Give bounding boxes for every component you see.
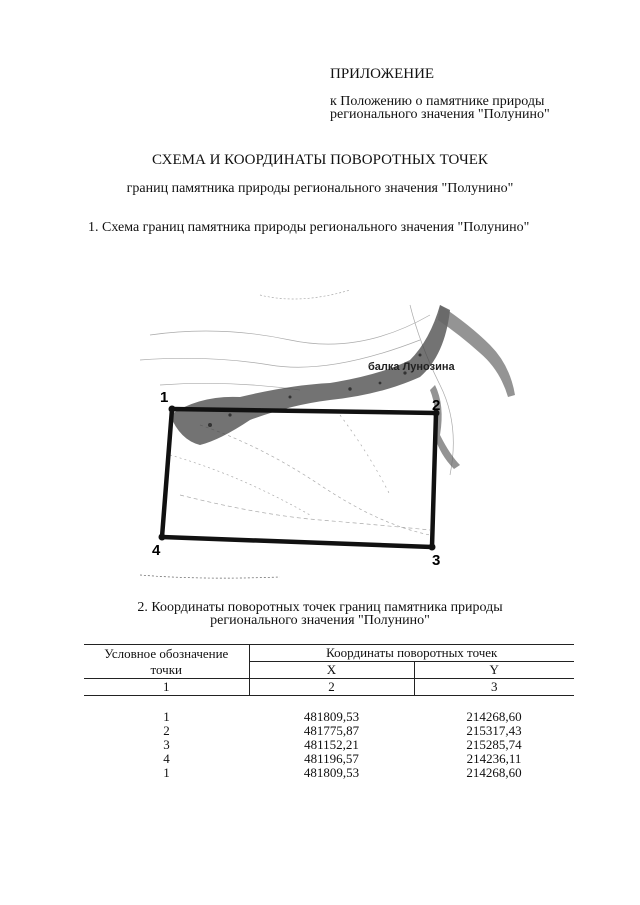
row-y: 214268,60 (466, 765, 522, 780)
column-number-2: 2 (249, 679, 414, 696)
row-x: 481196,57 (304, 751, 359, 766)
row-y: 215285,74 (466, 737, 522, 752)
row-point: 2 (163, 723, 170, 738)
point-label-2: 2 (432, 397, 441, 414)
header-point-line1: Условное обозначение (104, 645, 229, 661)
column-number-3: 3 (414, 679, 574, 696)
row-point: 1 (163, 765, 170, 780)
table-row (84, 738, 574, 752)
column-number-1: 1 (84, 679, 249, 696)
header-y: Y (414, 662, 574, 679)
table-row (84, 752, 574, 766)
boundary-map (140, 285, 530, 590)
point-label-3: 3 (432, 552, 441, 569)
coordinates-table (84, 644, 574, 780)
table-row (84, 724, 574, 738)
header-x: X (249, 662, 414, 679)
table-row (84, 710, 574, 724)
header-point-line2: точки (150, 661, 182, 677)
table-row (84, 766, 574, 780)
appendix-subtitle-line2: регионального значения "Полунино" (330, 107, 550, 122)
row-point: 1 (163, 709, 170, 724)
row-y: 214236,11 (466, 751, 522, 766)
row-y: 214268,60 (466, 709, 522, 724)
row-x: 481809,53 (303, 765, 360, 780)
row-x: 481809,53 (303, 709, 360, 724)
header-coordinates: Координаты поворотных точек (249, 645, 574, 662)
document-subtitle: границ памятника природы регионального значения "Полунино" (126, 181, 514, 196)
row-x: 481775,87 (303, 723, 360, 738)
appendix-title: ПРИЛОЖЕНИЕ (330, 66, 435, 82)
row-point: 3 (163, 737, 170, 752)
section-2-heading-line1: 2. Координаты поворотных точек границ памятника природы (137, 600, 503, 615)
section-2-heading-line2: регионального значения "Полунино" (210, 613, 430, 628)
row-y: 215317,43 (466, 723, 522, 738)
appendix-subtitle-line1: к Положению о памятнике природы (330, 94, 545, 109)
section-1-heading: 1. Схема границ памятника природы регионального значения "Полунино" (88, 220, 530, 235)
row-x: 481152,21 (304, 737, 359, 752)
ravine-label: балка Лунозина (368, 361, 455, 373)
point-label-1: 1 (160, 389, 169, 406)
point-label-4: 4 (152, 542, 161, 559)
document-title: СХЕМА И КООРДИНАТЫ ПОВОРОТНЫХ ТОЧЕК (152, 152, 488, 168)
row-point: 4 (163, 751, 170, 766)
header-point-cell (84, 645, 249, 679)
